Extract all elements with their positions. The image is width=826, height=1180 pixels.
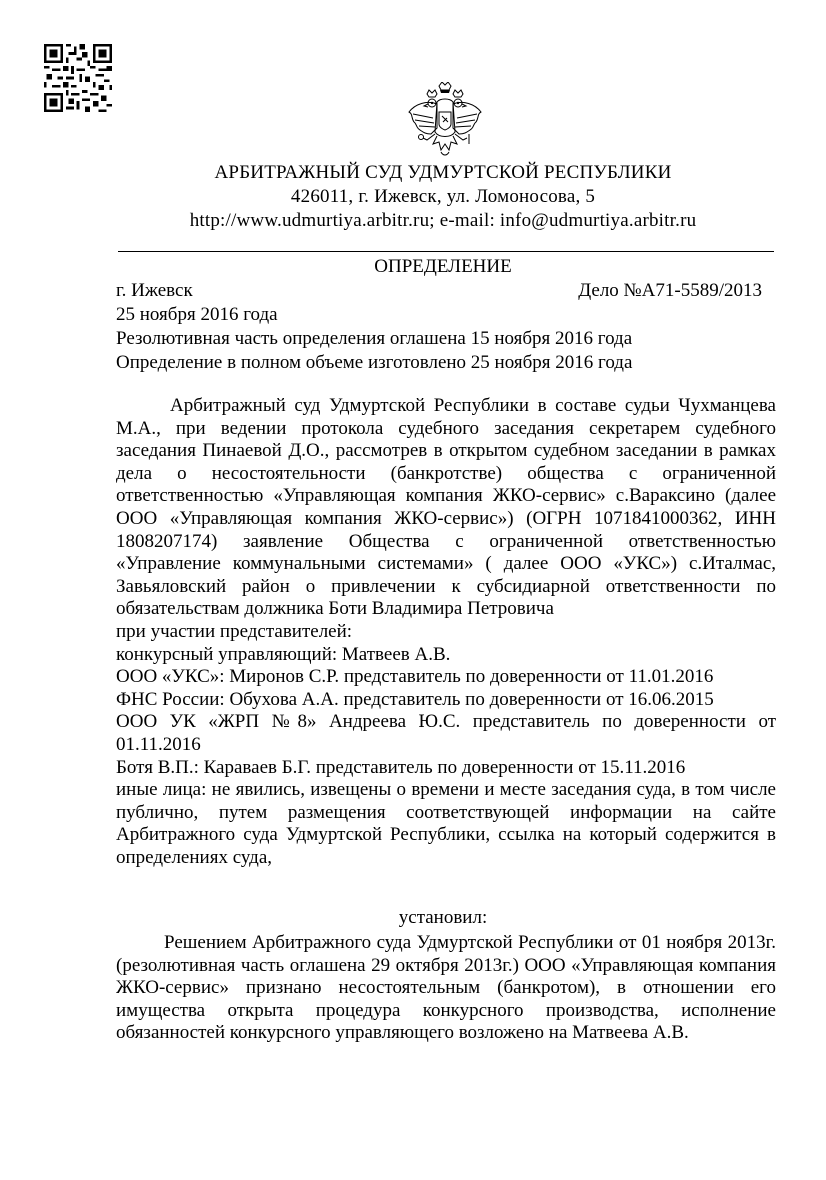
representative-line: Ботя В.П.: Караваев Б.Г. представитель по доверенности от 15.11.2016 [116,756,686,778]
header-divider [118,251,774,252]
made-date: Определение в полном объеме изготовлено 25 ноября 2016 года [116,352,633,373]
representative-line: конкурсный управляющий: Матвеев А.В. [116,643,451,665]
court-address: 426011, г. Ижевск, ул. Ломоносова, 5 [290,186,596,207]
intro-paragraph: Арбитражный суд Удмуртской Республики в составе судьи Чухманцева М.А., при ведении протокола судебного заседания секретарем судебного заседания Пинаевой Д.О., рассмотрев в открытом судебном заседании в рамках дела о несостоятельности (банкротстве) общества с ограниченной ответственностью «Управляющая компания ЖКО-сервис» с.Вараксино (далее ООО «Управляющая компания ЖКО-сервис») (ОГРН 1071841000362, ИНН 1808207174) заявление Общества с ограниченной ответственностью «Управление коммунальными системами» ( далее ООО «УКС») с.Италмас, Завьяловский район о привлечении к субсидиарной ответственности по обязательствам должника Боти Владимира Петровича [116,395,776,620]
decision-text [116,932,776,1045]
others-paragraph: иные лица: не явились, извещены о времени и месте заседания суда, в том числе публично, путем размещения соответствующей информации на сайте Арбитражного суда Удмуртской Республики, ссылка на который содержится в определениях суда, [116,779,776,868]
representative-line: ООО «УКС»: Миронов С.Р. представитель по доверенности от 11.01.2016 [116,666,714,688]
decision-paragraph: Решением Арбитражного суда Удмуртской Республики от 01 ноября 2013г. (резолютивная часть оглашена 29 октября 2013г.) ООО «Управляющая компания ЖКО-сервис» признано несостоятельным (банкротом), в отношении его имущества открыта процедура конкурсного производства, исполнение обязанностей конкурсного управляющего возложено на Матвеева А.В. [116,932,776,1044]
participants-line: при участии представителей: [116,620,353,642]
document-title: ОПРЕДЕЛЕНИЕ [374,256,512,277]
qr-code [44,44,112,112]
body-text [116,395,776,869]
announced-date: Резолютивная часть определения оглашена 15 ноября 2016 года [116,328,633,349]
coat-of-arms-emblem [407,82,483,160]
representative-line: ООО УК «ЖРП №8» Андреева Ю.С. представитель по доверенности от 01.11.2016 [116,711,776,755]
representative-line: ФНС России: Обухова А.А. представитель по доверенности от 16.06.2015 [116,688,714,710]
document-date: 25 ноября 2016 года [116,304,278,325]
court-contacts: http://www.udmurtiya.arbitr.ru; e-mail: info@udmurtiya.arbitr.ru [189,210,697,231]
established-heading: установил: [398,907,488,928]
case-number: Дело №А71-5589/2013 [578,280,762,301]
court-name: АРБИТРАЖНЫЙ СУД УДМУРТСКОЙ РЕСПУБЛИКИ [214,162,672,183]
city: г. Ижевск [116,280,193,301]
